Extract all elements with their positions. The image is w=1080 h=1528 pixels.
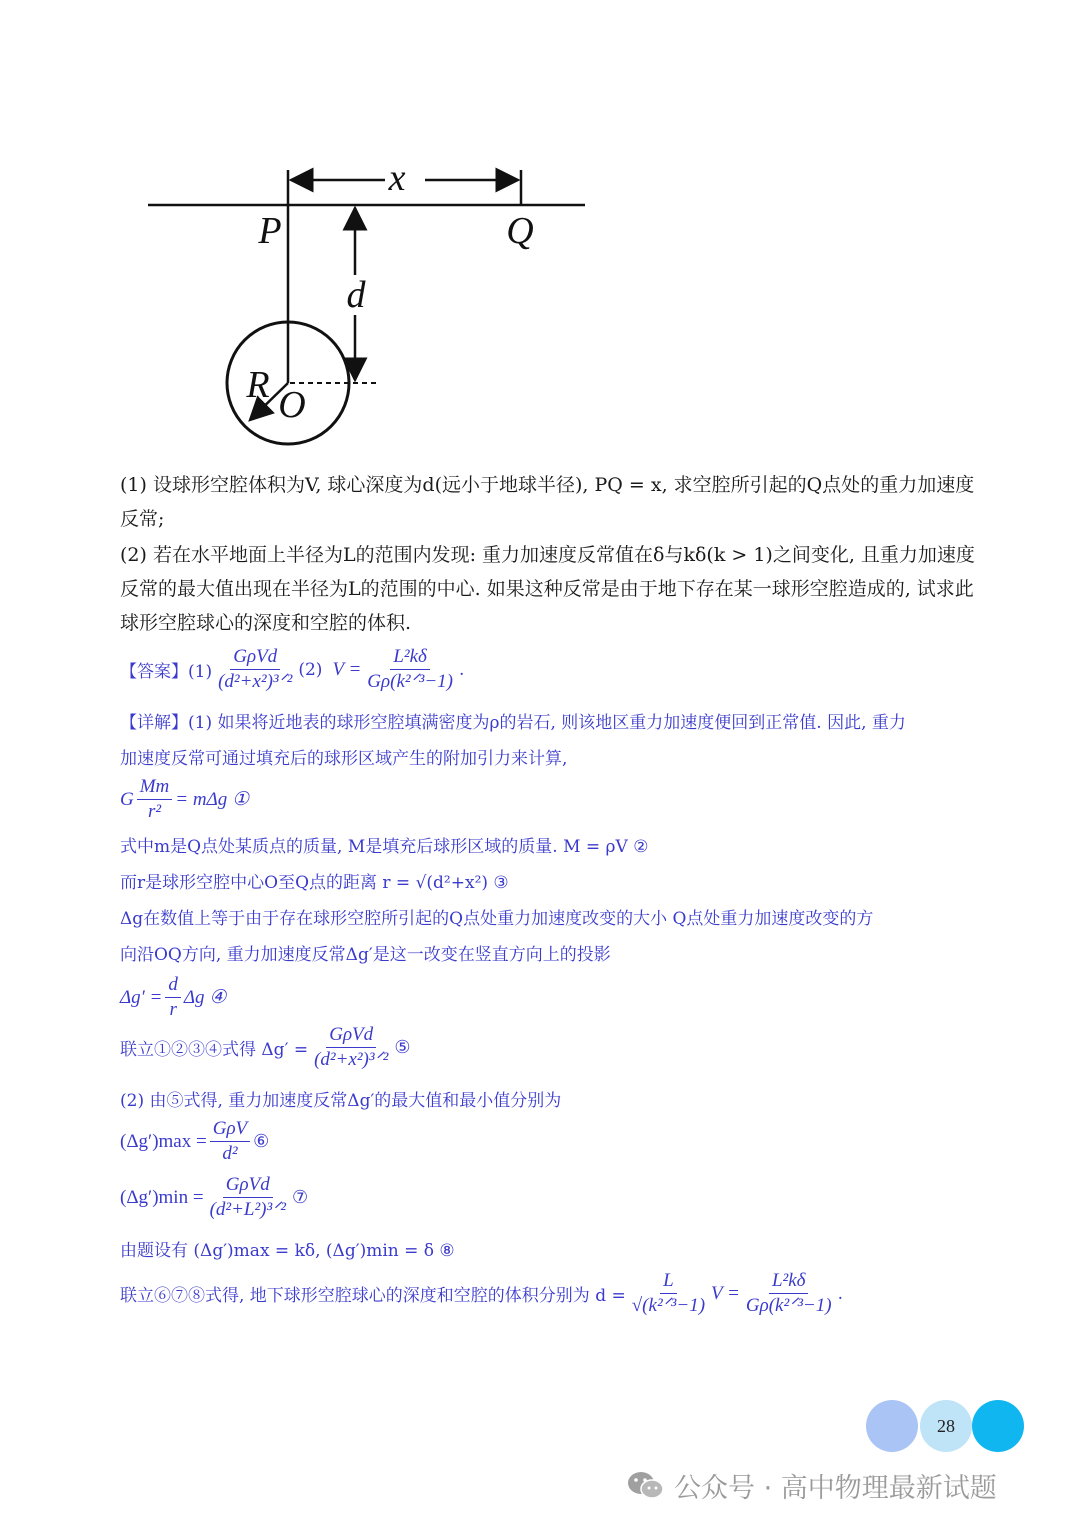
question-part2: (2) 若在水平地面上半径为L的范围内发现: 重力加速度反常值在δ与kδ(k > 1)之间变化, 且重力加速度反常的最大值出现在半径为L的范围的中心. 如果这种反常是由于地下存在某一球形空腔造成的, 试求此球形空腔球心的深度和空腔的体积. [120,544,975,634]
answer-frac1-num: GρVd [230,646,280,670]
question-part1: (1) 设球形空腔体积为V, 球心深度为d(远小于地球半径), PQ = x, 求空腔所引起的Q点处的重力加速度反常; [120,474,975,530]
eq9-num2: L²kδ [769,1270,809,1294]
eq1-rhs: = mΔg ① [175,789,250,810]
label-o: O [278,384,306,426]
eq4-frac [165,974,181,1021]
detail-eq1 [120,776,249,823]
detail-line-4: 式中m是Q点处某质点的质量, M是填充后球形区域的质量. M = ρV ② [120,837,649,857]
answer-frac2 [364,646,456,693]
eq4-lhs: Δg′ = [120,986,163,1008]
detail-line-6: Δg在数值上等于由于存在球形空腔所引起的Q点处重力加速度改变的大小 Q点处重力加速度改变的方 [120,909,874,929]
eq6-lhs: (Δg′)max = [120,1130,207,1152]
eq5-frac [311,1024,391,1071]
badge-dot-left [866,1400,918,1452]
eq4-rhs: Δg ④ [183,987,227,1008]
detail-eq9 [120,1270,843,1317]
eq5-den: (d²+x²)³ᐟ² [314,1049,389,1070]
eq6-den: d² [222,1143,238,1164]
eq7-frac [207,1174,289,1221]
detail-line-1: 【详解】(1) 如果将近地表的球形空腔填满密度为ρ的岩石, 则该地区重力加速度便回到正常值. 因此, 重力 [120,713,906,733]
detail-eq6 [120,1118,269,1165]
badge-dot-right [972,1400,1024,1452]
eq9-end: . [837,1283,843,1304]
eq4-num: d [165,974,181,998]
eq7-post: ⑦ [291,1187,309,1208]
detail-line-5: 而r是球形空腔中心O至Q点的距离 r = √(d²+x²) ③ [120,873,509,893]
eq1-den: r² [147,801,162,822]
eq6-post: ⑥ [253,1131,270,1152]
gravity-cavity-diagram [140,150,600,460]
eq9-frac1 [629,1270,708,1317]
eq7-num: GρVd [223,1174,273,1198]
detail-eq4 [120,974,226,1021]
answer-part2-label: (2) [298,659,323,680]
answer-frac2-den: Gρ(k²ᐟ³−1) [367,671,453,692]
eq5-pre: 联立①②③④式得 Δg′ = [120,1040,309,1060]
eq9-den2: Gρ(k²ᐟ³−1) [745,1295,832,1316]
eq5-post: ⑤ [394,1037,411,1058]
page-number: 28 [937,1415,955,1436]
eq9-pre: 联立⑥⑦⑧式得, 地下球形空腔球心的深度和空腔的体积分别为 d = [120,1286,626,1306]
eq1-frac [137,776,173,823]
wechat-icon [626,1469,666,1503]
detail-line-7: 向沿OQ方向, 重力加速度反常Δg′是这一改变在竖直方向上的投影 [120,945,611,965]
answer-v-eq: V = [332,658,362,680]
answer-prefix: 【答案】(1) [120,662,213,682]
page-number-badge [866,1400,1026,1452]
detail-line-2: 加速度反常可通过填充后的球形区域产生的附加引力来计算, [120,749,568,769]
eq1-num: Mm [137,776,173,800]
eq6-frac [210,1118,250,1165]
label-d: d [346,274,366,316]
label-q: Q [506,210,534,252]
watermark [626,1466,997,1505]
answer-end: . [458,659,465,680]
answer-line [120,646,464,693]
eq9-den1: √(k²ᐟ³−1) [631,1295,706,1316]
eq6-num: GρV [210,1118,250,1142]
detail-eq5 [120,1024,410,1071]
label-p: P [258,210,282,252]
answer-frac1-den: (d²+x²)³ᐟ² [218,671,293,692]
watermark-text: 公众号 · 高中物理最新试题 [674,1473,997,1504]
detail-line-13: 由题设有 (Δg′)max = kδ, (Δg′)min = δ ⑧ [120,1241,455,1261]
eq7-lhs: (Δg′)min = [120,1186,204,1208]
eq9-frac2 [743,1270,835,1317]
eq1-g: G [120,788,134,810]
eq7-den: (d²+L²)³ᐟ² [209,1199,286,1220]
detail-eq7 [120,1174,308,1221]
label-x: x [388,157,406,199]
eq9-v: V = [711,1282,740,1304]
eq9-num1: L [660,1270,677,1294]
detail-line-10: (2) 由⑤式得, 重力加速度反常Δg′的最大值和最小值分别为 [120,1091,562,1111]
eq4-den: r [169,999,177,1020]
label-r: R [246,364,270,406]
eq5-num: GρVd [326,1024,376,1048]
answer-frac1 [215,646,295,693]
answer-frac2-num: L²kδ [390,646,430,670]
